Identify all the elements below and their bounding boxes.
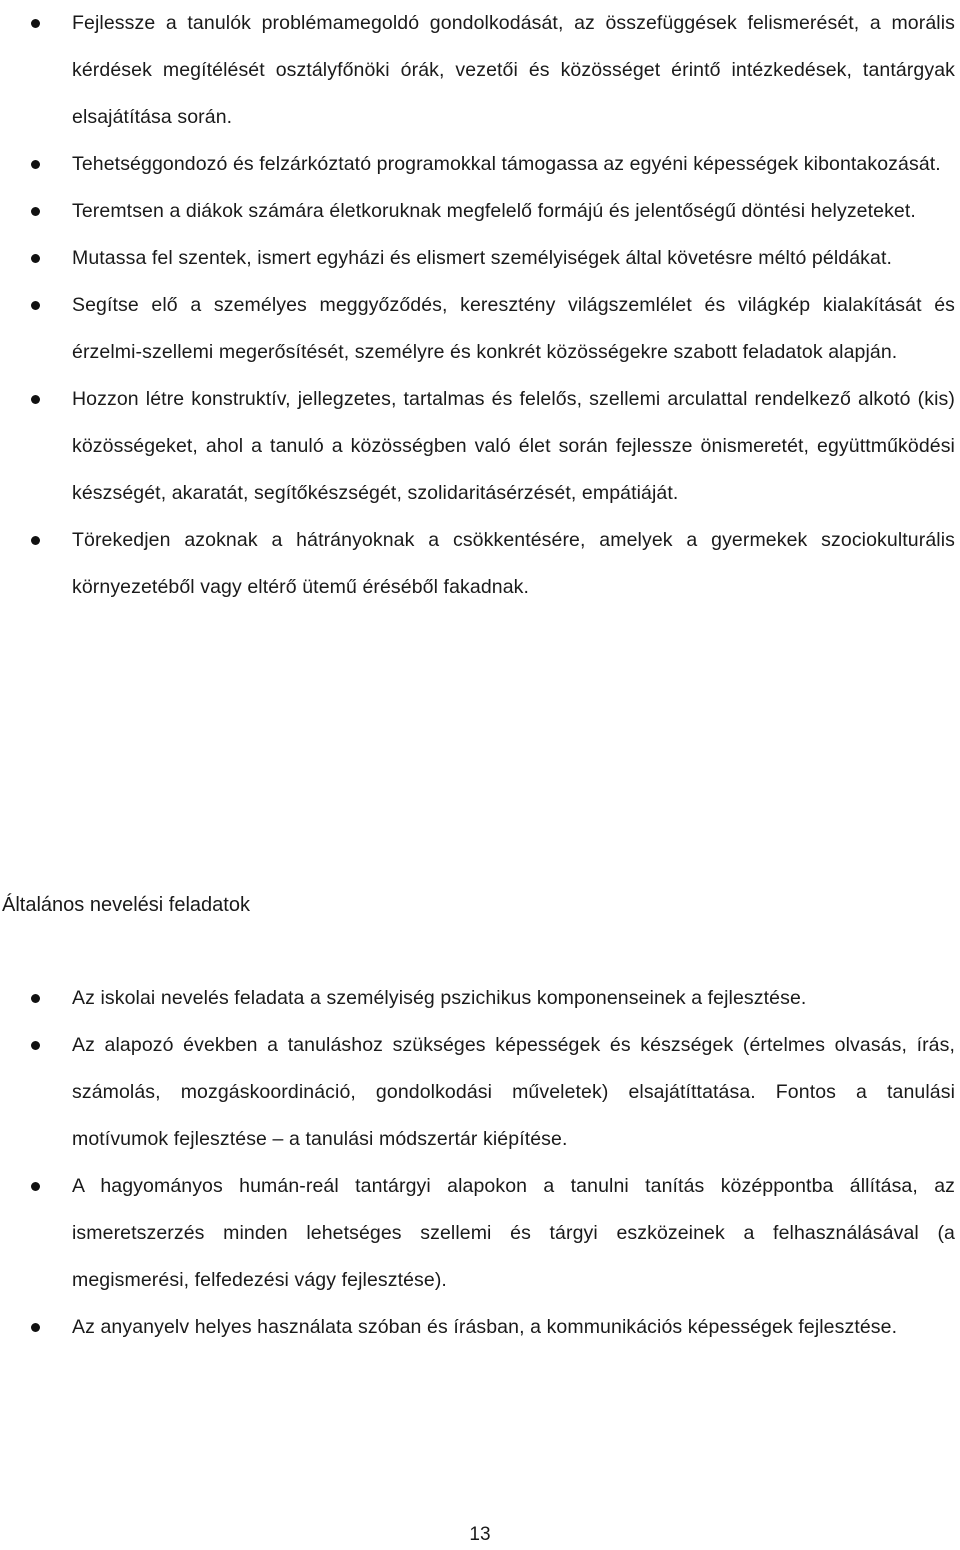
bullet-icon [31,207,40,216]
list-item-text: Teremtsen a diákok számára életkoruknak megfelelő formájú és jelentőségű döntési helyzeteket. [72,200,916,222]
list-item-text: A hagyományos humán-reál tantárgyi alapokon a tanulni tanítás középpontba állítása, az ismeretszerzés minden lehetséges szellemi és tárgyi eszközeinek a felhasználásával (a megismerési, felfedezési vágy fejlesztése). [72,1175,955,1291]
bullet-icon [31,994,40,1003]
bullet-icon [31,19,40,28]
list-item-text: Segítse elő a személyes meggyőződés, keresztény világszemlélet és világkép kialakítását és érzelmi-szellemi megerősítését, személyre és konkrét közösségekre szabott feladatok alapján. [72,294,955,363]
list-item-text: Az anyanyelv helyes használata szóban és írásban, a kommunikációs képességek fejlesztése. [72,1316,898,1338]
list-item [0,376,960,517]
bullet-list-general-tasks [0,975,960,1351]
bullet-icon [31,1323,40,1332]
list-item-text: Fejlessze a tanulók problémamegoldó gondolkodását, az összefüggések felismerését, a morális kérdések megítélését osztályfőnöki órák, vezetői és közösséget érintő intézkedések, tantárgyak elsajátítása során. [72,12,955,128]
list-item [0,1163,960,1304]
list-item [0,282,960,376]
bullet-icon [31,536,40,545]
bullet-icon [31,301,40,310]
bullet-icon [31,395,40,404]
page-number: 13 [469,1524,491,1545]
section-heading: Általános nevelési feladatok [2,894,250,916]
list-item [0,0,960,141]
list-item [0,1304,960,1351]
list-item-text: Tehetséggondozó és felzárkóztató programokkal támogassa az egyéni képességek kibontakozását. [72,153,941,175]
bullet-icon [31,1182,40,1191]
list-item [0,975,960,1022]
list-item [0,141,960,188]
bullet-icon [31,1041,40,1050]
list-item-text: Az alapozó években a tanuláshoz szükséges képességek és készségek (értelmes olvasás, írás, számolás, mozgáskoordináció, gondolkodási műveletek) elsajátíttatása. Fontos a tanulási motívumok fejlesztése – a tanulási módszertár kiépítése. [72,1034,955,1150]
list-item [0,188,960,235]
list-item-text: Mutassa fel szentek, ismert egyházi és elismert személyiségek által követésre méltó példákat. [72,247,892,269]
list-item-text: Hozzon létre konstruktív, jellegzetes, tartalmas és felelős, szellemi arculattal rendelkező alkotó (kis) közösségeket, ahol a tanuló a közösségben való élet során fejlessze önismeretét, együttműködési készségét, akaratát, segítőkészségét, szolidaritásérzését, empátiáját. [72,388,955,504]
list-item [0,517,960,611]
list-item-text: Az iskolai nevelés feladata a személyiség pszichikus komponenseinek a fejlesztése. [72,987,807,1009]
list-item [0,235,960,282]
bullet-icon [31,160,40,169]
list-item [0,1022,960,1163]
list-item-text: Törekedjen azoknak a hátrányoknak a csökkentésére, amelyek a gyermekek szociokulturális környezetéből vagy eltérő ütemű éréséből fakadnak. [72,529,955,598]
bullet-list-continued [0,0,960,611]
bullet-icon [31,254,40,263]
